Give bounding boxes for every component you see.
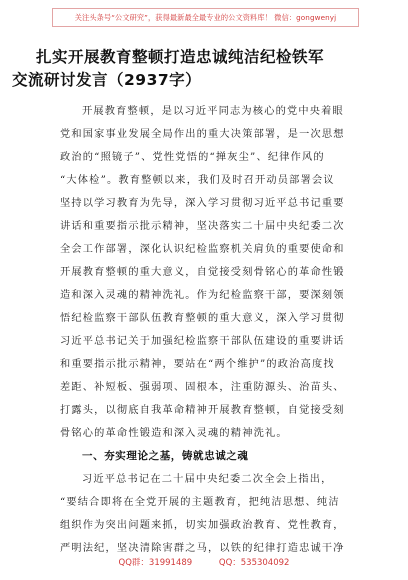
qq-group-text: QQ群：31991489: [118, 558, 193, 568]
qq-number-text: QQ：535304092: [218, 558, 290, 568]
body-line: 严明法纪，坚决清除害群之马，以铁的纪律打造忠诚干净: [60, 543, 345, 554]
title-line-2: 交流研讨发言（2937字）: [12, 71, 202, 89]
promo-banner: [52, 8, 359, 27]
body-line: 悟纪检监察干部队伍教育整顿的重大意义，深入学习贯彻: [60, 313, 345, 324]
body-line: 造和深入灵魂的精神洗礼。作为纪检监察干部，要深刻领: [60, 290, 345, 301]
body-line: 全会工作部署，深化认识纪检监察机关肩负的重要使命和: [60, 244, 345, 255]
document-title: [12, 46, 376, 92]
body-line: 开展教育整顿，是以习近平同志为核心的党中央着眼: [82, 106, 344, 117]
body-line: 骨铭心的革命性锻造和深入灵魂的精神洗礼。: [60, 428, 288, 439]
body-line: “要结合即将在全党开展的主题教育，把纯洁思想、纯洁: [60, 497, 340, 508]
body-line: 党和国家事业发展全局作出的重大决策部署，是一次思想: [60, 129, 345, 140]
body-line: 打露头，以彻底自我革命精神开展教育整顿，自觉接受刻: [60, 405, 345, 416]
contact-footer: [0, 556, 408, 568]
document-body: [60, 100, 360, 560]
body-line: 坚持以学习教育为先导，深入学习贯彻习近平总书记重要: [60, 198, 345, 209]
body-line: 习近平总书记关于加强纪检监察干部队伍建设的重要讲话: [60, 336, 345, 347]
section-heading: 一、夯实理论之基，铸就忠诚之魂: [82, 450, 249, 462]
body-line: “大体检”。教育整顿以来，我们及时召开动员部署会议: [60, 175, 335, 186]
body-line: 差距、补短板、强弱项、固根本，注重防源头、治苗头、: [60, 382, 345, 393]
body-line: 组织作为突出问题来抓，切实加强政治教育、党性教育，: [60, 520, 345, 531]
title-line-1: 扎实开展教育整顿打造忠诚纯洁纪检铁军: [36, 48, 325, 66]
body-line: 习近平总书记在二十届中央纪委二次全会上指出，: [82, 474, 333, 485]
promo-banner-text: 关注头条号“公文研究”，获得最新最全最专业的公文资料库！ 微信：gongwenyj: [74, 12, 337, 22]
body-line: 开展教育整顿的重大意义，自觉接受刻骨铭心的革命性锻: [60, 267, 345, 278]
body-line: 和重要指示批示精神，要站在“两个维护”的政治高度找: [60, 359, 335, 370]
body-line: 讲话和重要指示批示精神，坚决落实二十届中央纪委二次: [60, 221, 345, 232]
body-line: 政治的“照镜子”、党性党悟的“掸灰尘”、纪律作风的: [60, 152, 325, 163]
